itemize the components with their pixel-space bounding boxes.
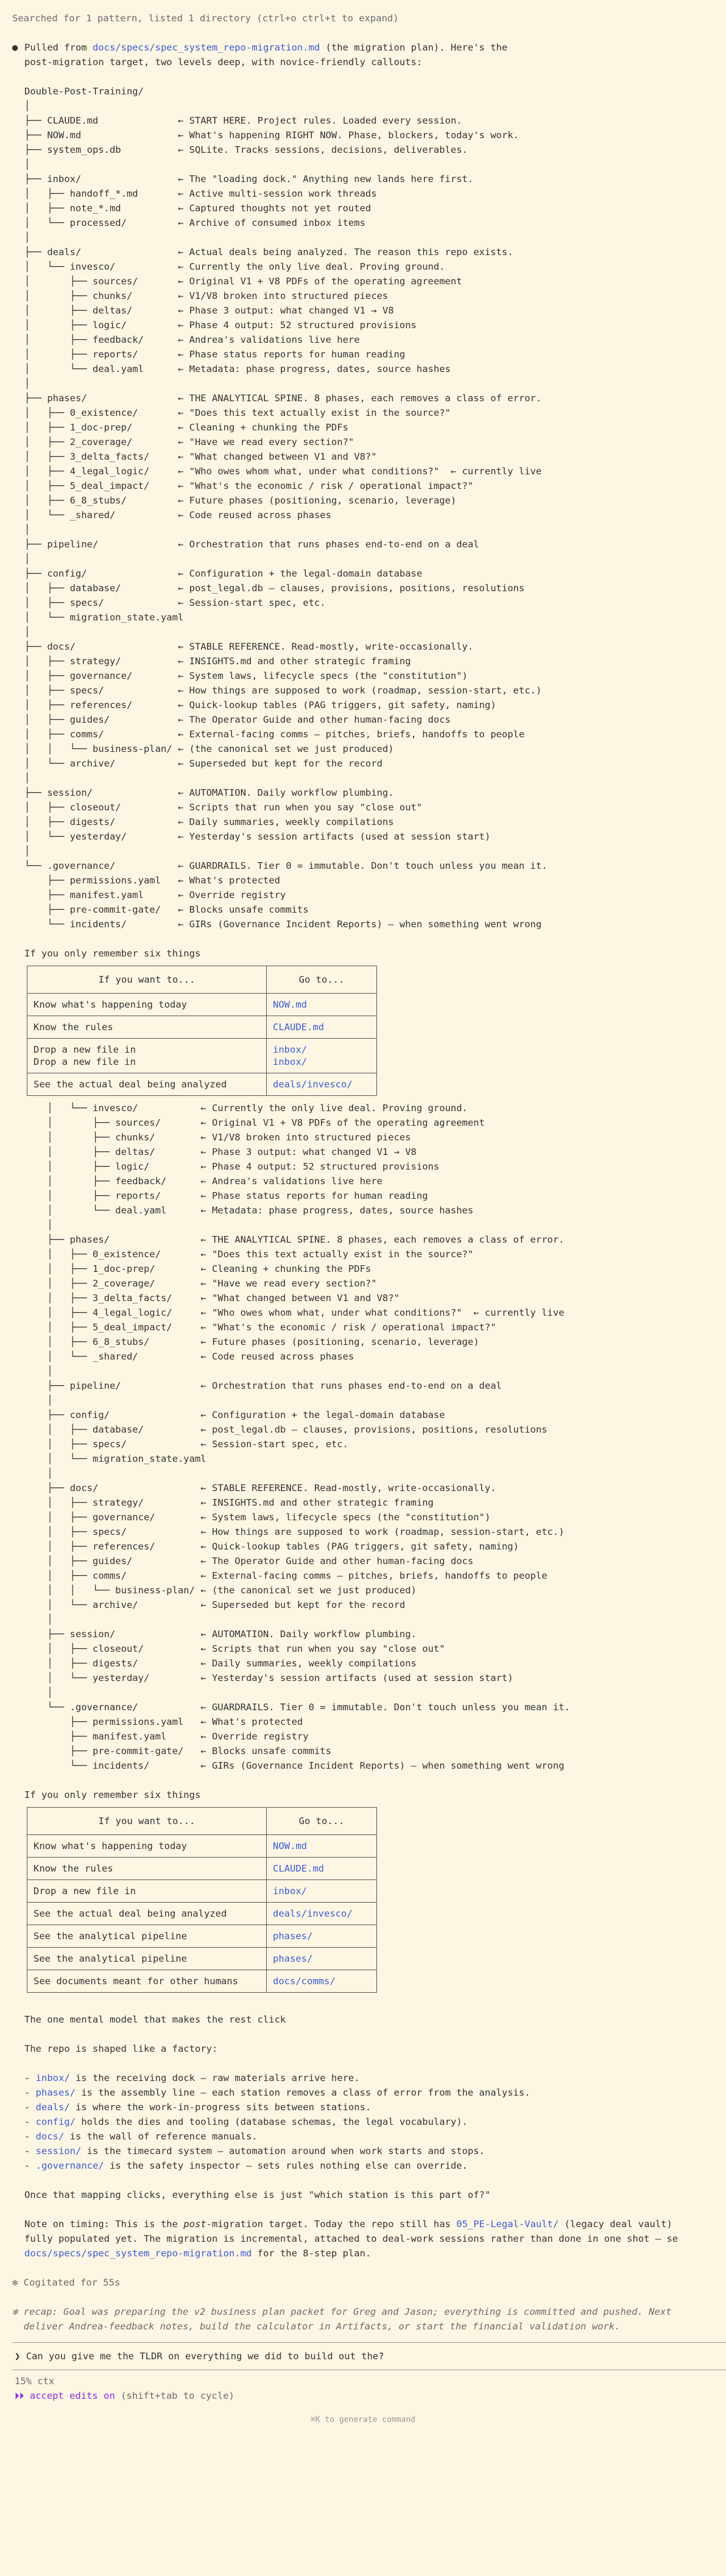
list-item-text: holds the dies and tooling (database schemas, the legal vocabulary). [76, 2116, 468, 2127]
table-row [27, 1970, 377, 1993]
table-link[interactable]: CLAUDE.md [267, 1016, 377, 1039]
list-item-text: is the timecard system — automation around when work starts and stops. [81, 2146, 485, 2157]
six-things-table-2 [27, 1807, 377, 1993]
timing-text: Note on timing: This is the [24, 2219, 184, 2230]
list-item-text: is the receiving dock — raw materials arrive here. [69, 2072, 360, 2083]
timing-text-post: (legacy deal vault) [559, 2219, 672, 2230]
timing-text-mid: -migration target. Today the repo still has [206, 2219, 457, 2230]
table-row [27, 1925, 377, 1948]
directory-tree-repeat: │ └── invesco/ ← Currently the only live deal. Proving ground. │ ├── sources/ ← Original V1 + V8 PDFs of the operating agreement │ ├── chunks/ ← V1/V8 broken into structured pieces │ ├── deltas/ ← Phase 3 output: what changed V1 → V8 │ ├── logic/ ← Phase 4 output: 52 structured provisions │ ├── feedback/ ← Andrea's validations live here │ ├── reports/ ← Phase status reports for human reading │ └── deal.yaml ← Metadata: phase progress, dates, source hashes │ ├── phases/ ← THE ANALYTICAL SPINE. 8 phases, each removes a class of error. │ ├── 0_existence/ ← "Does this text actually exist in the source?" │ ├── 1_doc-prep/ ← Cleaning + chunking the PDFs │ ├── 2_coverage/ ← "Have we read every section?" │ ├── 3_delta_facts/ ← "What changed between V1 and V8?" │ ├── 4_legal_logic/ ← "Who owes whom what, under what conditions?" ← currently live │ ├── 5_deal_impact/ ← "What's the economic / risk / operational impact?" │ ├── 6_8_stubs/ ← Future phases (positioning, scenario, leverage) │ └── _shared/ ← Code reused across phases │ ├── pipeline/ ← Orchestration that runs phases end-to-end on a deal │ ├── config/ ← Configuration + the legal-domain database │ ├── database/ ← post_legal.db — clauses, provisions, positions, resolutions │ ├── specs/ ← Session-start spec, etc. │ └── migration_state.yaml │ ├── docs/ ← STABLE REFERENCE. Read-mostly, write-occasionally. │ ├── strategy/ ← INSIGHTS.md and other strategic framing │ ├── governance/ ← System laws, lifecycle specs (the "constitution") │ ├── specs/ ← How things are supposed to work (roadmap, session-start, etc.) │ ├── references/ ← Quick-lookup tables (PAG triggers, git safety, naming) │ ├── guides/ ← The Operator Guide and other human-facing docs │ ├── comms/ ← External-facing comms — pitches, briefs, handoffs to people │ │ └── business-plan/ ← (the canonical set we just produced) │ └── archive/ ← Superseded but kept for the record │ ├── session/ ← AUTOMATION. Daily workflow plumbing. │ ├── closeout/ ← Scripts that run when you say "close out" │ ├── digests/ ← Daily summaries, weekly compilations │ └── yesterday/ ← Yesterday's session artifacts (used at session start) │ └── .governance/ ← GUARDRAILS. Tier 0 = immutable. Don't touch unless you mean it. ├── permissions.yaml ← What's protected ├── manifest.yaml ← Override registry ├── pre-commit-gate/ ← Blocks unsafe commits └── incidents/ ← GIRs (Governance Incident Reports) — when something went wrong [47, 1103, 570, 1771]
timing-line-2: fully populated yet. The migration is incremental, attached to deal-work sessions rather than done in one shot — se [24, 2233, 678, 2244]
mode-hint: (shift+tab to cycle) [121, 2390, 234, 2401]
table-link[interactable]: phases/ [267, 1925, 377, 1948]
assistant-message-intro [12, 40, 714, 55]
search-status: Searched for 1 pattern, listed 1 directory (ctrl+o ctrl+t to expand) [12, 13, 399, 24]
mode-indicator[interactable] [12, 2388, 714, 2403]
list-item-text: is the wall of reference manuals. [64, 2131, 258, 2142]
table-link[interactable]: phases/ [267, 1948, 377, 1970]
list-item: - deals/ is where the work-in-progress sits between stations. [24, 2102, 372, 2113]
table-cell: Know what's happening today [27, 1835, 267, 1858]
spec-link-2[interactable]: docs/specs/spec_system_repo-migration.md [24, 2248, 252, 2259]
table-row [27, 1948, 377, 1970]
mode-label: accept edits on [29, 2390, 115, 2401]
table-row [27, 1835, 377, 1858]
folder-link[interactable]: phases/ [35, 2087, 76, 2098]
factory-list [12, 2071, 714, 2173]
prompt-text[interactable]: Can you give me the TLDR on everything we did to build out the? [26, 2351, 384, 2362]
table-header-goto: Go to... [267, 966, 377, 994]
timing-line-3 [24, 2246, 714, 2261]
generate-command-hint[interactable]: ⌘K to generate command [310, 2415, 416, 2424]
table-link[interactable]: inbox/ inbox/ [267, 1039, 377, 1073]
table-link[interactable]: deals/invesco/ [267, 1073, 377, 1096]
table-link[interactable]: NOW.md [267, 994, 377, 1016]
mental-model-intro: The repo is shaped like a factory: [24, 2043, 218, 2054]
recap-line-2: deliver Andrea-feedback notes, build the calculator in Artifacts, or start the financial validation work. [12, 2321, 621, 2332]
table-cell: See documents meant for other humans [27, 1970, 267, 1993]
directory-tree: Double-Post-Training/ │ ├── CLAUDE.md ← START HERE. Project rules. Loaded every session. ├── NOW.md ← What's happening RIGHT NOW. Phase, blockers, today's work. ├── system_ops.db ← SQLite. Tracks sessions, decisions, deliverables. │ ├── inbox/ ← The "loading dock." Anything new lands here first. │ ├── handoff_*.md ← Active multi-session work threads │ ├── note_*.md ← Captured thoughts not yet routed │ └── processed/ ← Archive of consumed inbox items │ ├── deals/ ← Actual deals being analyzed. The reason this repo exists. │ └── invesco/ ← Currently the only live deal. Proving ground. │ ├── sources/ ← Original V1 + V8 PDFs of the operating agreement │ ├── chunks/ ← V1/V8 broken into structured pieces │ ├── deltas/ ← Phase 3 output: what changed V1 → V8 │ ├── logic/ ← Phase 4 output: 52 structured provisions │ ├── feedback/ ← Andrea's validations live here │ ├── reports/ ← Phase status reports for human reading │ └── deal.yaml ← Metadata: phase progress, dates, source hashes │ ├── phases/ ← THE ANALYTICAL SPINE. 8 phases, each removes a class of error. │ ├── 0_existence/ ← "Does this text actually exist in the source?" │ ├── 1_doc-prep/ ← Cleaning + chunking the PDFs │ ├── 2_coverage/ ← "Have we read every section?" │ ├── 3_delta_facts/ ← "What changed between V1 and V8?" │ ├── 4_legal_logic/ ← "Who owes whom what, under what conditions?" ← currently live │ ├── 5_deal_impact/ ← "What's the economic / risk / operational impact?" │ ├── 6_8_stubs/ ← Future phases (positioning, scenario, leverage) │ └── _shared/ ← Code reused across phases │ ├── pipeline/ ← Orchestration that runs phases end-to-end on a deal │ ├── config/ ← Configuration + the legal-domain database │ ├── database/ ← post_legal.db — clauses, provisions, positions, resolutions │ ├── specs/ ← Session-start spec, etc. │ └── migration_state.yaml │ ├── docs/ ← STABLE REFERENCE. Read-mostly, write-occasionally. │ ├── strategy/ ← INSIGHTS.md and other strategic framing │ ├── governance/ ← System laws, lifecycle specs (the "constitution") │ ├── specs/ ← How things are supposed to work (roadmap, session-start, etc.) │ ├── references/ ← Quick-lookup tables (PAG triggers, git safety, naming) │ ├── guides/ ← The Operator Guide and other human-facing docs │ ├── comms/ ← External-facing comms — pitches, briefs, handoffs to people │ │ └── business-plan/ ← (the canonical set we just produced) │ └── archive/ ← Superseded but kept for the record │ ├── session/ ← AUTOMATION. Daily workflow plumbing. │ ├── closeout/ ← Scripts that run when you say "close out" │ ├── digests/ ← Daily summaries, weekly compilations │ └── yesterday/ ← Yesterday's session artifacts (used at session start) │ └── .governance/ ← GUARDRAILS. Tier 0 = immutable. Don't touch unless you mean it. ├── permissions.yaml ← What's protected ├── manifest.yaml ← Override registry ├── pre-commit-gate/ ← Blocks unsafe commits └── incidents/ ← GIRs (Governance Incident Reports) — when something went wrong [24, 86, 548, 930]
table-cell: See the actual deal being analyzed [27, 1903, 267, 1925]
six-things-heading-2: If you only remember six things [24, 1789, 201, 1800]
list-item: - session/ is the timecard system — automation around when work starts and stops. [24, 2146, 485, 2157]
prompt-input[interactable] [12, 2343, 714, 2370]
list-item: - config/ holds the dies and tooling (database schemas, the legal vocabulary). [24, 2116, 468, 2127]
list-item: - phases/ is the assembly line — each station removes a class of error from the analysis. [24, 2087, 530, 2098]
six-things-heading: If you only remember six things [24, 948, 201, 959]
table-cell: Drop a new file in Drop a new file in [27, 1039, 267, 1073]
folder-link[interactable]: config/ [35, 2116, 76, 2127]
table-link[interactable]: NOW.md [267, 1835, 377, 1858]
table-cell: Know the rules [27, 1016, 267, 1039]
list-item-text: is the safety inspector — sets rules nothing else can override. [104, 2160, 468, 2171]
timing-note [12, 2217, 714, 2261]
table-cell: See the analytical pipeline [27, 1925, 267, 1948]
list-item-text: is where the work-in-progress sits between stations. [69, 2102, 372, 2113]
table-cell: Drop a new file in [27, 1880, 267, 1903]
list-item-text: is the assembly line — each station removes a class of error from the analysis. [76, 2087, 530, 2098]
timing-line-1 [24, 2217, 714, 2231]
intro-line-2: post-migration target, two levels deep, with novice-friendly callouts: [24, 57, 423, 68]
six-things-table [27, 966, 377, 1096]
table-header-want: If you want to... [27, 966, 267, 994]
vault-link[interactable]: 05_PE-Legal-Vault/ [456, 2219, 559, 2230]
table-row [27, 1858, 377, 1880]
timing-text-end: for the 8-step plan. [252, 2248, 372, 2259]
list-item: - docs/ is the wall of reference manuals. [24, 2131, 258, 2142]
context-usage: 15% ctx [15, 2376, 55, 2387]
table-row [27, 1073, 377, 1096]
table-link[interactable]: CLAUDE.md [267, 1858, 377, 1880]
list-item: - inbox/ is the receiving dock — raw materials arrive here. [24, 2072, 360, 2083]
folder-link[interactable]: inbox/ [35, 2072, 70, 2083]
cogitated-status: ✻ Cogitated for 55s [12, 2277, 121, 2288]
mental-model-heading: The one mental model that makes the rest click [24, 2014, 286, 2025]
spec-link[interactable]: docs/specs/spec_system_repo-migration.md [92, 42, 320, 53]
table-header-want: If you want to... [27, 1808, 267, 1835]
table-header-goto: Go to... [267, 1808, 377, 1835]
timing-emphasis: post [183, 2219, 206, 2230]
fast-forward-icon: ⏵⏵ [15, 2390, 24, 2401]
prompt-caret-icon: ❯ [15, 2351, 21, 2362]
table-link[interactable]: deals/invesco/ [267, 1903, 377, 1925]
list-item: - .governance/ is the safety inspector — sets rules nothing else can override. [24, 2160, 468, 2171]
table-link[interactable]: inbox/ [267, 1880, 377, 1903]
table-cell: Know what's happening today [27, 994, 267, 1016]
table-cell: See the actual deal being analyzed [27, 1073, 267, 1096]
folder-link[interactable]: deals/ [35, 2102, 70, 2113]
intro-text-post: (the migration plan). Here's the [320, 42, 508, 53]
table-row [27, 1016, 377, 1039]
message-bullet: ● [12, 42, 18, 53]
folder-link[interactable]: session/ [35, 2146, 82, 2157]
table-cell: See the analytical pipeline [27, 1948, 267, 1970]
folder-link[interactable]: docs/ [35, 2131, 65, 2142]
folder-link[interactable]: .governance/ [35, 2160, 104, 2171]
table-row [27, 1880, 377, 1903]
table-row [27, 1903, 377, 1925]
table-row [27, 1039, 377, 1073]
mental-model-closing: Once that mapping clicks, everything else is just "which station is this part of?" [24, 2189, 491, 2200]
intro-text: Pulled from [24, 42, 93, 53]
table-link[interactable]: docs/comms/ [267, 1970, 377, 1993]
recap-line-1: ✻ recap: Goal was preparing the v2 business plan packet for Greg and Jason; everything is committed and pushed. Next [12, 2306, 672, 2317]
table-cell: Know the rules [27, 1858, 267, 1880]
table-row [27, 994, 377, 1016]
